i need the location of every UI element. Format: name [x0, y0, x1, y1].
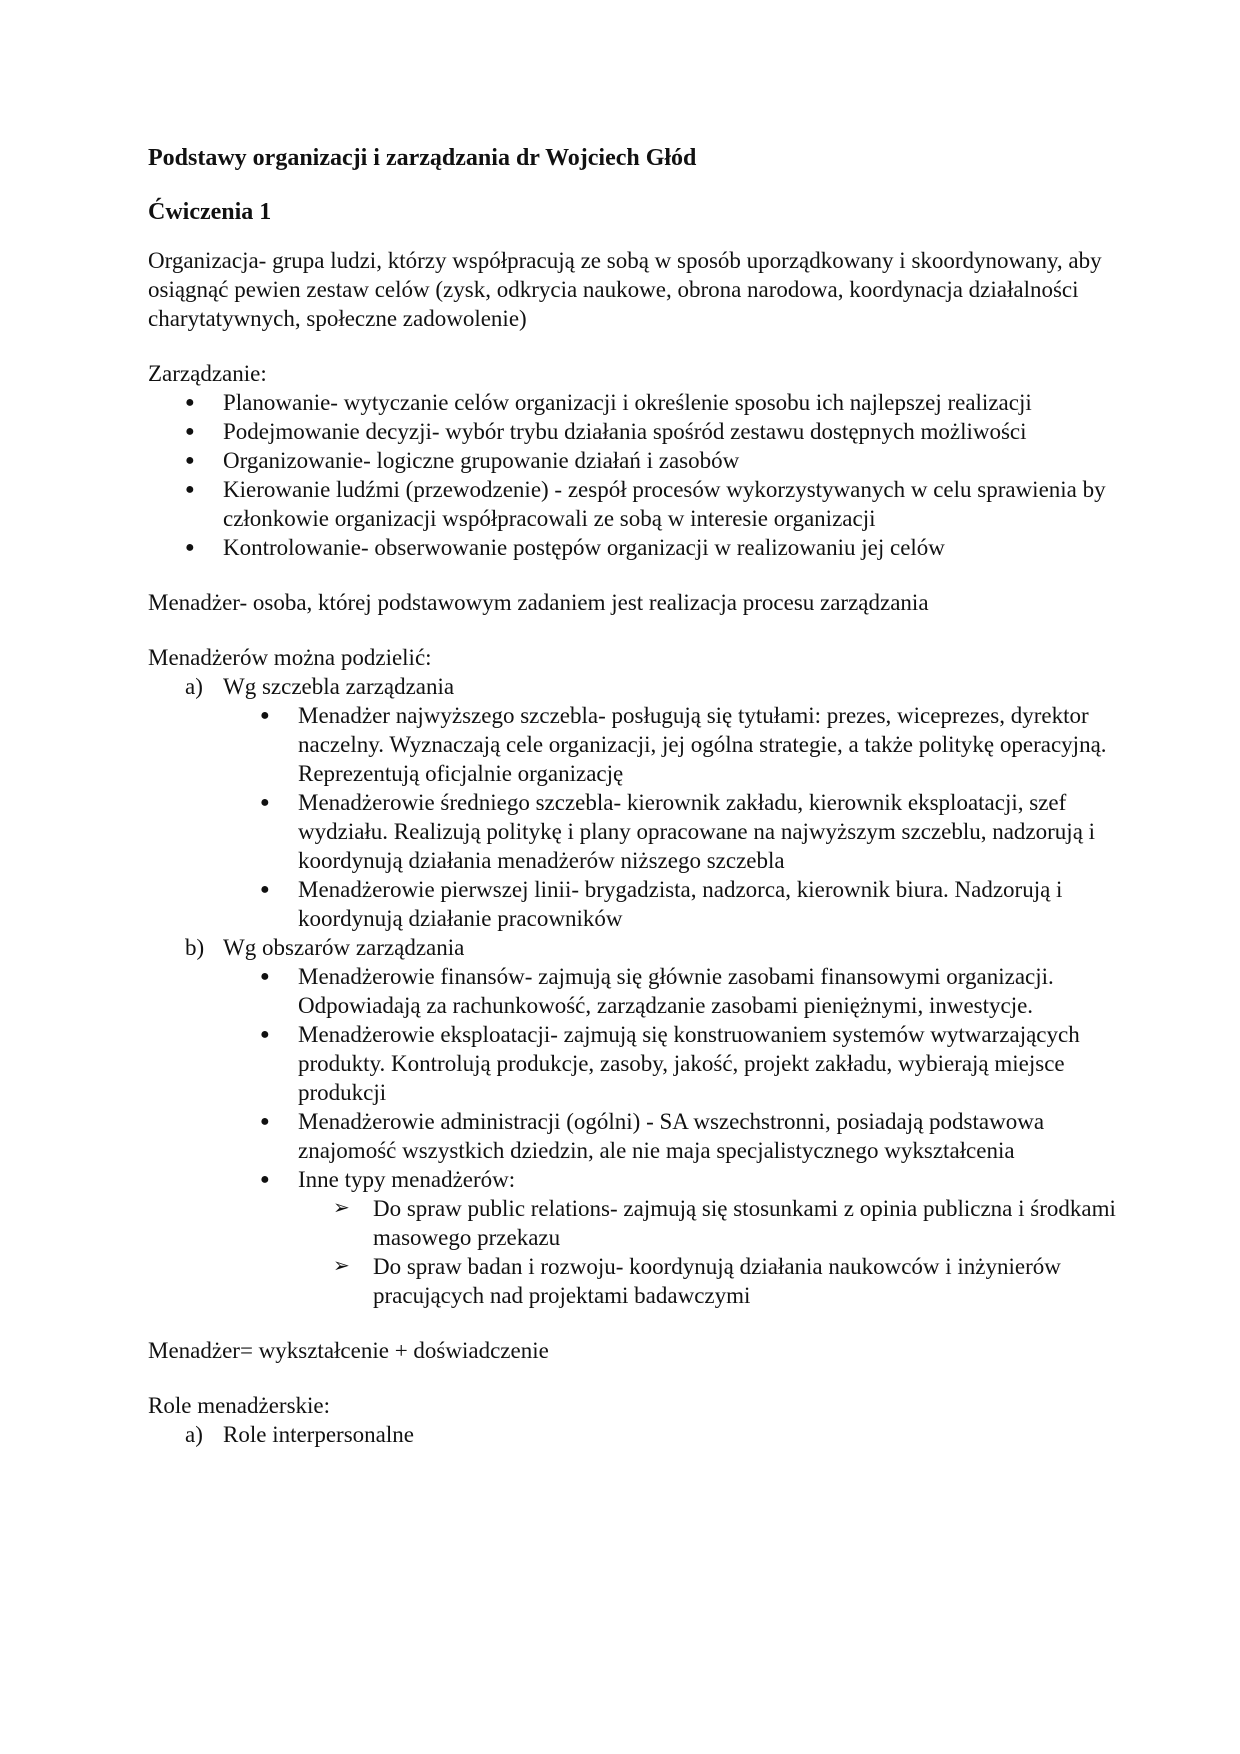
list-item: ➢ Do spraw badan i rozwoju- koordynują działania naukowców i inżynierów pracujących nad projektami badawczymi	[333, 1254, 1061, 1308]
bullet-icon: ●	[260, 707, 270, 724]
podzial-list	[148, 672, 1148, 1310]
section-heading: Ćwiczenia 1	[148, 199, 272, 225]
list-item: ● Menadżerowie średniego szczebla- kierownik zakładu, kierownik eksploatacji, szef wydziału. Realizują politykę i plany opracowane na najwyższym szczeblu, nadzorują i koordynują działania menadżerów niższego szczebla	[260, 790, 1096, 873]
list-item	[148, 933, 1148, 1310]
list-marker: b)	[185, 935, 205, 960]
inne-list	[298, 1194, 1148, 1310]
bullet-icon: ●	[260, 1026, 270, 1043]
list-item: ● Menadżer najwyższego szczebla- posługują się tytułami: prezes, wiceprezes, dyrektor naczelny. Wyznaczają cele organizacji, jej ogólna strategie, a także politykę operacyjną. Reprezentują oficjalnie organizację	[260, 703, 1107, 786]
list-item: ● Podejmowanie decyzji- wybór trybu działania spośród zestawu dostępnych możliwości	[185, 419, 1027, 444]
document-content	[148, 142, 1148, 1449]
list-item: a) Role interpersonalne	[185, 1422, 414, 1447]
list-item: ● Menadżerowie eksploatacji- zajmują się konstruowaniem systemów wytwarzających produkty. Kontrolują produkcje, zasoby, jakość, projekt zakładu, wybierają miejsce produkcji	[260, 1022, 1080, 1105]
list-item: ➢ Do spraw public relations- zajmują się stosunkami z opinia publiczna i środkami masowego przekazu	[333, 1196, 1116, 1250]
podzial-label: Menadżerów można podzielić:	[148, 645, 432, 670]
arrow-icon: ➢	[333, 1197, 350, 1219]
list-item: ● Menadżerowie pierwszej linii- brygadzista, nadzorca, kierownik biura. Nadzorują i koordynują działanie pracowników	[260, 877, 1063, 931]
bullet-icon: ●	[185, 452, 195, 469]
bullet-icon: ●	[185, 481, 195, 498]
zarzadzanie-label: Zarządzanie:	[148, 361, 267, 386]
list-item: ● Kontrolowanie- obserwowanie postępów organizacji w realizowaniu jej celów	[185, 535, 945, 560]
obszar-list	[223, 962, 1148, 1310]
podzial-a-label: Wg szczebla zarządzania	[223, 674, 455, 699]
document-title: Podstawy organizacji i zarządzania dr Wojciech Głód	[148, 145, 697, 171]
bullet-icon: ●	[260, 968, 270, 985]
bullet-icon: ●	[185, 423, 195, 440]
bullet-icon: ●	[185, 539, 195, 556]
list-item: ● Menadżerowie finansów- zajmują się głównie zasobami finansowymi organizacji. Odpowiadają za rachunkowość, zarządzanie zasobami pieniężnymi, inwestycje.	[260, 964, 1054, 1018]
list-item: ● Menadżerowie administracji (ogólni) - SA wszechstronni, posiadają podstawowa znajomość wszystkich dziedzin, ale nie maja specjalistycznego wykształcenia	[260, 1109, 1045, 1163]
menadzer-definition: Menadżer- osoba, której podstawowym zadaniem jest realizacja procesu zarządzania	[148, 590, 929, 615]
role-label: Role menadżerskie:	[148, 1393, 331, 1418]
podzial-b-label: Wg obszarów zarządzania	[223, 935, 465, 960]
bullet-icon: ●	[260, 1171, 270, 1188]
organizacja-definition: Organizacja- grupa ludzi, którzy współpracują ze sobą w sposób uporządkowany i skoordynowany, aby osiągnąć pewien zestaw celów (zysk, odkrycia naukowe, obrona narodowa, koordynacja działalności charytatywnych, społeczne zadowolenie)	[148, 248, 1102, 331]
list-item: ● Organizowanie- logiczne grupowanie działań i zasobów	[185, 448, 740, 473]
list-item: ● Planowanie- wytyczanie celów organizacji i określenie sposobu ich najlepszej realizacji	[185, 390, 1032, 415]
bullet-icon: ●	[185, 394, 195, 411]
inne-label: Inne typy menadżerów:	[298, 1167, 516, 1192]
bullet-icon: ●	[260, 881, 270, 898]
arrow-icon: ➢	[333, 1255, 350, 1277]
list-marker: a)	[185, 1422, 203, 1447]
list-item	[148, 672, 1148, 933]
bullet-icon: ●	[260, 1113, 270, 1130]
list-marker: a)	[185, 674, 203, 699]
bullet-icon: ●	[260, 794, 270, 811]
list-item: ● Kierowanie ludźmi (przewodzenie) - zespół procesów wykorzystywanych w celu sprawienia by członkowie organizacji współpracowali ze sobą w interesie organizacji	[185, 477, 1106, 531]
formula: Menadżer= wykształcenie + doświadczenie	[148, 1338, 549, 1363]
role-list	[148, 1420, 1148, 1449]
zarzadzanie-list	[148, 388, 1148, 562]
list-item	[148, 1165, 1148, 1310]
szczebel-list	[223, 701, 1148, 933]
